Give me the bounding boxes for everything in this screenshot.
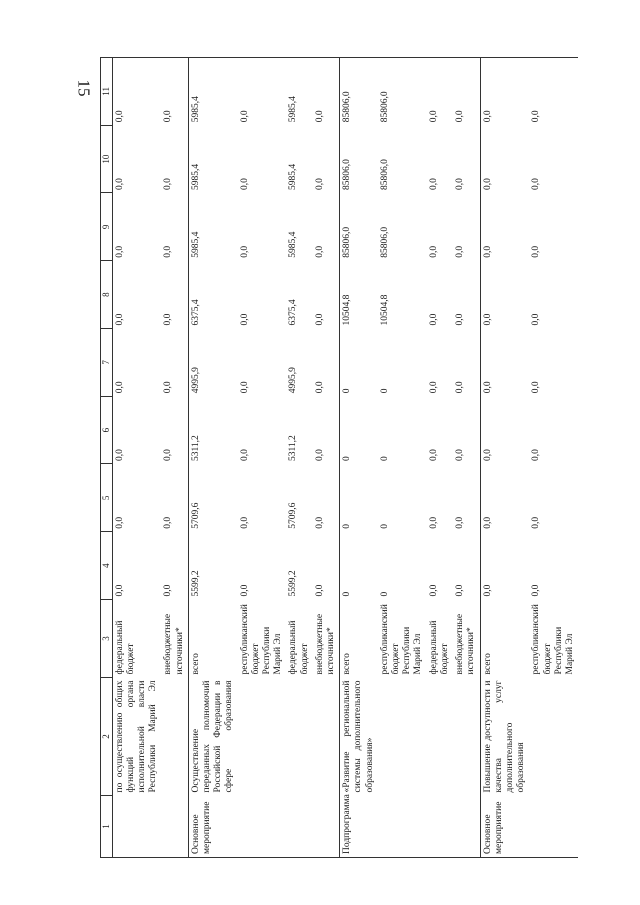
value-cell: 0,0: [314, 245, 325, 258]
rotated-page: [100, 58, 575, 858]
value-cell: 6375,4: [288, 299, 299, 326]
value-cell: 0,0: [428, 313, 439, 326]
value-cell: 0,0: [480, 261, 529, 329]
item-type-cell: Подпрограмма: [340, 796, 378, 858]
value-cell: 5985,4: [288, 231, 299, 258]
value-cell: 0,0: [480, 329, 529, 397]
table-row: [427, 58, 453, 858]
funding-source-cell: федеральный бюджет: [428, 620, 450, 675]
value-cell: 0,0: [314, 449, 325, 461]
value-cell: 0,0: [428, 449, 439, 461]
table-row: [378, 58, 427, 858]
value-cell: 0,0: [455, 245, 466, 258]
item-name-cell: [161, 678, 188, 796]
item-type-cell: [313, 796, 340, 858]
value-cell: 0,0: [314, 178, 325, 190]
value-cell: 4995,9: [288, 367, 299, 394]
value-cell: 0,0: [163, 245, 174, 258]
column-number: 8: [101, 261, 113, 329]
item-type-cell: [427, 796, 453, 858]
item-name-cell: [238, 678, 287, 796]
value-cell: 0,0: [427, 58, 453, 126]
value-cell: 0,0: [531, 584, 542, 597]
table-body: [112, 58, 578, 858]
value-cell: 6375,4: [188, 261, 237, 329]
value-cell: 0,0: [531, 516, 542, 529]
value-cell: 0,0: [114, 516, 125, 529]
column-number: 5: [101, 464, 113, 532]
item-type-cell: Основное мероприятие: [480, 796, 529, 858]
item-name-cell: «Развитие региональной системы дополнительного образования»: [340, 678, 378, 796]
item-name-cell: [313, 678, 340, 796]
funding-source-cell: республиканский бюджет Республики Марий Эл: [239, 604, 284, 675]
column-number: 10: [101, 125, 113, 193]
value-cell: 0,0: [455, 313, 466, 326]
table-row: [238, 58, 287, 858]
table-row: [529, 58, 578, 858]
value-cell: 5985,4: [188, 125, 237, 193]
funding-source-cell: федеральный бюджет: [114, 620, 136, 675]
value-cell: 0,0: [480, 125, 529, 193]
value-cell: 0,0: [480, 193, 529, 261]
value-cell: 10504,8: [379, 294, 390, 326]
value-cell: 0,0: [161, 58, 188, 126]
value-cell: 0,0: [163, 178, 174, 190]
table-row: [286, 58, 312, 858]
value-cell: 0,0: [112, 58, 161, 126]
value-cell: 0: [379, 388, 390, 394]
value-cell: 0,0: [163, 449, 174, 461]
value-cell: 0,0: [428, 178, 439, 190]
value-cell: 0,0: [314, 516, 325, 529]
value-cell: 0: [379, 524, 390, 529]
value-cell: 0: [340, 396, 378, 464]
value-cell: 0,0: [313, 58, 340, 126]
value-cell: 0,0: [114, 449, 125, 461]
value-cell: 4995,9: [188, 329, 237, 397]
value-cell: 85806,0: [340, 125, 378, 193]
budget-table: [100, 57, 578, 858]
value-cell: 0,0: [480, 396, 529, 464]
column-number: 1: [101, 796, 113, 858]
value-cell: 0,0: [531, 449, 542, 461]
column-number: 4: [101, 532, 113, 600]
value-cell: 85806,0: [378, 58, 427, 126]
value-cell: 0,0: [114, 313, 125, 326]
funding-source-cell: внебюджетные источники*: [163, 613, 185, 675]
table-row: [313, 58, 340, 858]
funding-source-cell: всего: [188, 600, 237, 678]
table-row: [112, 58, 161, 858]
value-cell: 85806,0: [379, 159, 390, 190]
value-cell: 0,0: [455, 516, 466, 529]
item-name-cell: Осуществление переданных полномочий Российской Федерации в сфере образования: [188, 678, 237, 796]
value-cell: 0,0: [163, 313, 174, 326]
value-cell: 5311,2: [288, 435, 299, 461]
value-cell: 0,0: [114, 584, 125, 597]
column-number-row: [101, 58, 113, 858]
column-number: 7: [101, 329, 113, 397]
item-type-cell: [161, 796, 188, 858]
item-name-cell: по осуществлению общих функций органа исполнительной власти Республики Марий Эл: [114, 680, 159, 793]
value-cell: 0,0: [531, 245, 542, 258]
column-number: 9: [101, 193, 113, 261]
value-cell: 0,0: [239, 381, 250, 394]
value-cell: 0,0: [314, 584, 325, 597]
value-cell: 0,0: [455, 178, 466, 190]
item-name-cell: [427, 678, 453, 796]
value-cell: 0,0: [314, 313, 325, 326]
value-cell: 0,0: [114, 178, 125, 190]
item-name-cell: [378, 678, 427, 796]
value-cell: 0,0: [455, 449, 466, 461]
column-number: 6: [101, 396, 113, 464]
item-name-cell: [286, 678, 312, 796]
value-cell: 0,0: [239, 516, 250, 529]
table-row: [161, 58, 188, 858]
value-cell: 0,0: [531, 313, 542, 326]
value-cell: 0: [340, 329, 378, 397]
value-cell: 0,0: [455, 381, 466, 394]
value-cell: 0,0: [428, 381, 439, 394]
value-cell: 0,0: [239, 245, 250, 258]
table-row: [188, 58, 237, 858]
value-cell: 0,0: [314, 381, 325, 394]
value-cell: 0,0: [428, 516, 439, 529]
item-name-cell: [453, 678, 480, 796]
value-cell: 0,0: [455, 584, 466, 597]
item-type-cell: [529, 796, 578, 858]
item-type-cell: [238, 796, 287, 858]
value-cell: 5311,2: [188, 396, 237, 464]
value-cell: 0,0: [531, 381, 542, 394]
column-number: 2: [101, 678, 113, 796]
item-type-cell: Основное мероприятие: [188, 796, 237, 858]
value-cell: 5985,4: [286, 58, 312, 126]
table-row: [340, 58, 378, 858]
value-cell: 0: [340, 464, 378, 532]
item-type-cell: [112, 796, 161, 858]
value-cell: 5709,6: [288, 502, 299, 529]
value-cell: 0,0: [163, 381, 174, 394]
value-cell: 0,0: [531, 178, 542, 190]
value-cell: 0,0: [428, 245, 439, 258]
item-name-cell: [529, 678, 578, 796]
value-cell: 0: [379, 456, 390, 461]
funding-source-cell: всего: [340, 600, 378, 678]
value-cell: 0: [340, 532, 378, 600]
value-cell: 0,0: [238, 58, 287, 126]
page-number: 15: [74, 79, 94, 97]
value-cell: 5985,4: [288, 163, 299, 190]
item-type-cell: [378, 796, 427, 858]
value-cell: 0,0: [453, 58, 480, 126]
funding-source-cell: внебюджетные источники*: [455, 613, 477, 675]
value-cell: 85806,0: [379, 226, 390, 258]
item-name-cell: Повышение доступности и качества услуг дополнительного образования: [480, 678, 529, 796]
funding-source-cell: федеральный бюджет: [288, 620, 310, 675]
funding-source-cell: республиканский бюджет Республики Марий Эл: [531, 604, 575, 675]
value-cell: 0,0: [114, 245, 125, 258]
table-row: [453, 58, 480, 858]
value-cell: 0,0: [480, 532, 529, 600]
value-cell: 85806,0: [340, 193, 378, 261]
value-cell: 5599,2: [288, 570, 299, 597]
item-type-cell: [453, 796, 480, 858]
value-cell: 5985,4: [188, 58, 237, 126]
table-row: [480, 58, 529, 858]
value-cell: 0,0: [480, 464, 529, 532]
value-cell: 0,0: [163, 516, 174, 529]
column-number: 11: [101, 58, 113, 126]
value-cell: 0,0: [239, 584, 250, 597]
value-cell: 0,0: [239, 178, 250, 190]
value-cell: 0,0: [239, 449, 250, 461]
value-cell: 0: [379, 591, 390, 597]
item-type-cell: [286, 796, 312, 858]
funding-source-cell: всего: [480, 600, 529, 678]
value-cell: 0,0: [163, 584, 174, 597]
value-cell: 10504,8: [340, 261, 378, 329]
value-cell: 0,0: [114, 381, 125, 394]
value-cell: 5709,6: [188, 464, 237, 532]
value-cell: 0,0: [529, 58, 578, 126]
value-cell: 5985,4: [188, 193, 237, 261]
value-cell: 85806,0: [340, 58, 378, 126]
column-number: 3: [101, 600, 113, 678]
value-cell: 0,0: [239, 313, 250, 326]
value-cell: 5599,2: [188, 532, 237, 600]
value-cell: 0,0: [428, 584, 439, 597]
funding-source-cell: внебюджетные источники*: [314, 613, 337, 675]
funding-source-cell: республиканский бюджет Республики Марий Эл: [379, 604, 424, 675]
value-cell: 0,0: [480, 58, 529, 126]
